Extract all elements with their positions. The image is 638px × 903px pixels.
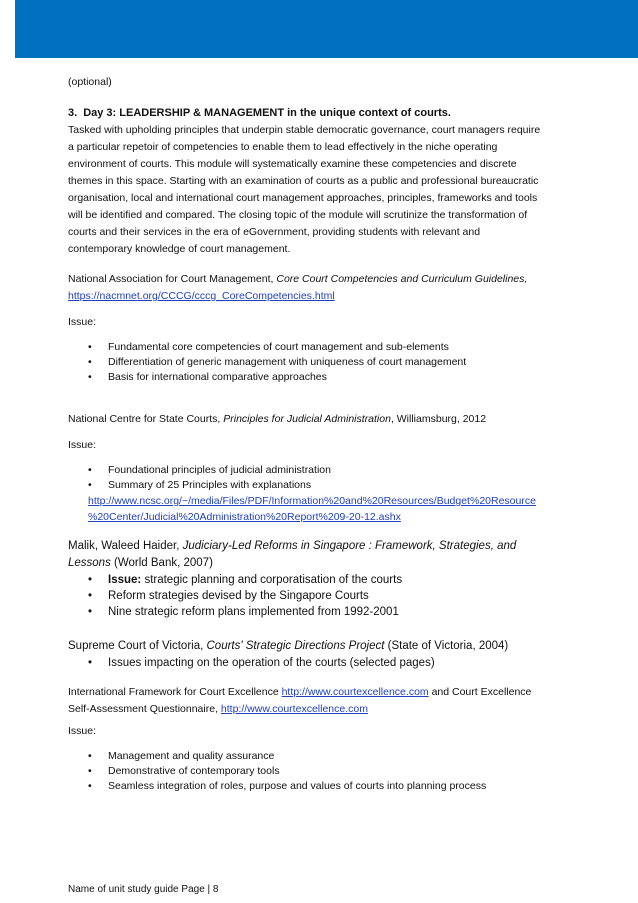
issue-list [68, 340, 568, 385]
list-item: • Management and quality assurance [68, 749, 568, 764]
list-item: • Differentiation of generic management with uniqueness of court management [68, 355, 568, 370]
ref-suffix: (World Bank, 2007) [110, 557, 213, 569]
body-line: themes in this space. Starting with an examination of courts as a public and professional bureaucratic [68, 175, 539, 187]
ref-text: International Framework for Court Excellence [68, 686, 282, 698]
questionnaire-link[interactable]: http://www.courtexcellence.com [220, 703, 368, 715]
ref-author: Malik, Waleed Haider, [68, 540, 183, 552]
reference-victoria [68, 638, 568, 671]
body-line: environment of courts. This module will systematically examine these competencies and discrete [68, 158, 517, 170]
court-excellence-link[interactable]: http://www.courtexcellence.com [281, 686, 429, 698]
section-title: Day 3: LEADERSHIP & MANAGEMENT in the unique context of courts. [83, 107, 451, 119]
ncsc-link-line1[interactable]: http://www.ncsc.org/~/media/Files/PDF/Information%20and%20Resources/Budget%20Resource [88, 495, 536, 507]
page-content [68, 74, 568, 794]
ref-citation [68, 638, 568, 655]
issue-label: Issue: [68, 439, 97, 451]
list-item: • Foundational principles of judicial administration [68, 463, 568, 478]
body-line: courts and their services in the era of eGovernment, providing students with relevant and [68, 226, 481, 238]
body-line: organisation, local and international court management approaches, principles, frameworks and tools [68, 192, 538, 204]
list-item [68, 572, 568, 588]
section-number: 3. [68, 107, 78, 119]
section-heading [68, 105, 568, 122]
ref-text: Self-Assessment Questionnaire, [68, 703, 221, 715]
ref-citation [68, 538, 568, 572]
reference-malik [68, 538, 568, 620]
body-line: contemporary knowledge of court management. [68, 243, 291, 255]
list-item: • Basis for international comparative approaches [68, 370, 568, 385]
reference-nacm [68, 271, 568, 305]
list-item: • Summary of 25 Principles with explanations [68, 478, 568, 493]
ref-author: Supreme Court of Victoria, [68, 640, 207, 652]
section-body [68, 122, 568, 258]
body-line: will be identified and compared. The closing topic of the module will scrutinize the transformation of [68, 209, 528, 221]
issue-label: Issue: [68, 316, 97, 328]
list-item: • Demonstrative of contemporary tools [68, 764, 568, 779]
list-item: • Seamless integration of roles, purpose and values of courts into planning process [68, 779, 568, 794]
body-line: a particular repetoir of competencies to enable them to lead effectively in the niche operating [68, 141, 498, 153]
issue-label: Issue: [68, 725, 97, 737]
list-item: • Reform strategies devised by the Singapore Courts [68, 588, 568, 604]
ref-author: National Association for Court Management, [68, 273, 277, 285]
issue-rest: strategic planning and corporatisation of the courts [141, 574, 403, 586]
issue-list [68, 749, 568, 794]
page-footer: Name of unit study guide Page | 8 [68, 884, 219, 895]
body-line: Tasked with upholding principles that underpin stable democratic governance, court managers require [68, 124, 541, 136]
list-item: • Fundamental core competencies of court management and sub-elements [68, 340, 568, 355]
ref-title-line2: Lessons [68, 557, 111, 569]
ref-title: Courts' Strategic Directions Project [206, 640, 385, 652]
ref-author: National Centre for State Courts, [68, 413, 224, 425]
list-item: • Issues impacting on the operation of the courts (selected pages) [68, 655, 568, 671]
ref-suffix: , Williamsburg, 2012 [390, 413, 487, 425]
reference-court-excellence [68, 684, 568, 718]
ref-title: Principles for Judicial Administration [223, 413, 391, 425]
reference-ncsc [68, 411, 568, 428]
ref-title: Core Court Competencies and Curriculum Guidelines, [276, 273, 528, 285]
ref-title-line1: Judiciary-Led Reforms in Singapore : Framework, Strategies, and [182, 540, 517, 552]
header-bar [15, 0, 638, 58]
issue-bold: Issue: [108, 574, 142, 586]
ncsc-link[interactable] [68, 493, 568, 525]
optional-note: (optional) [68, 76, 112, 88]
issue-list [68, 655, 568, 671]
issue-list [68, 572, 568, 620]
nacm-link[interactable]: https://nacmnet.org/CCCG/cccg_CoreCompetencies.html [68, 290, 335, 302]
list-item: • Nine strategic reform plans implemented from 1992-2001 [68, 604, 568, 620]
issue-list [68, 463, 568, 493]
ref-suffix: (State of Victoria, 2004) [384, 640, 509, 652]
ncsc-link-line2[interactable]: %20Center/Judicial%20Administration%20Report%209-20-12.ashx [88, 511, 401, 523]
ref-text: and Court Excellence [428, 686, 532, 698]
